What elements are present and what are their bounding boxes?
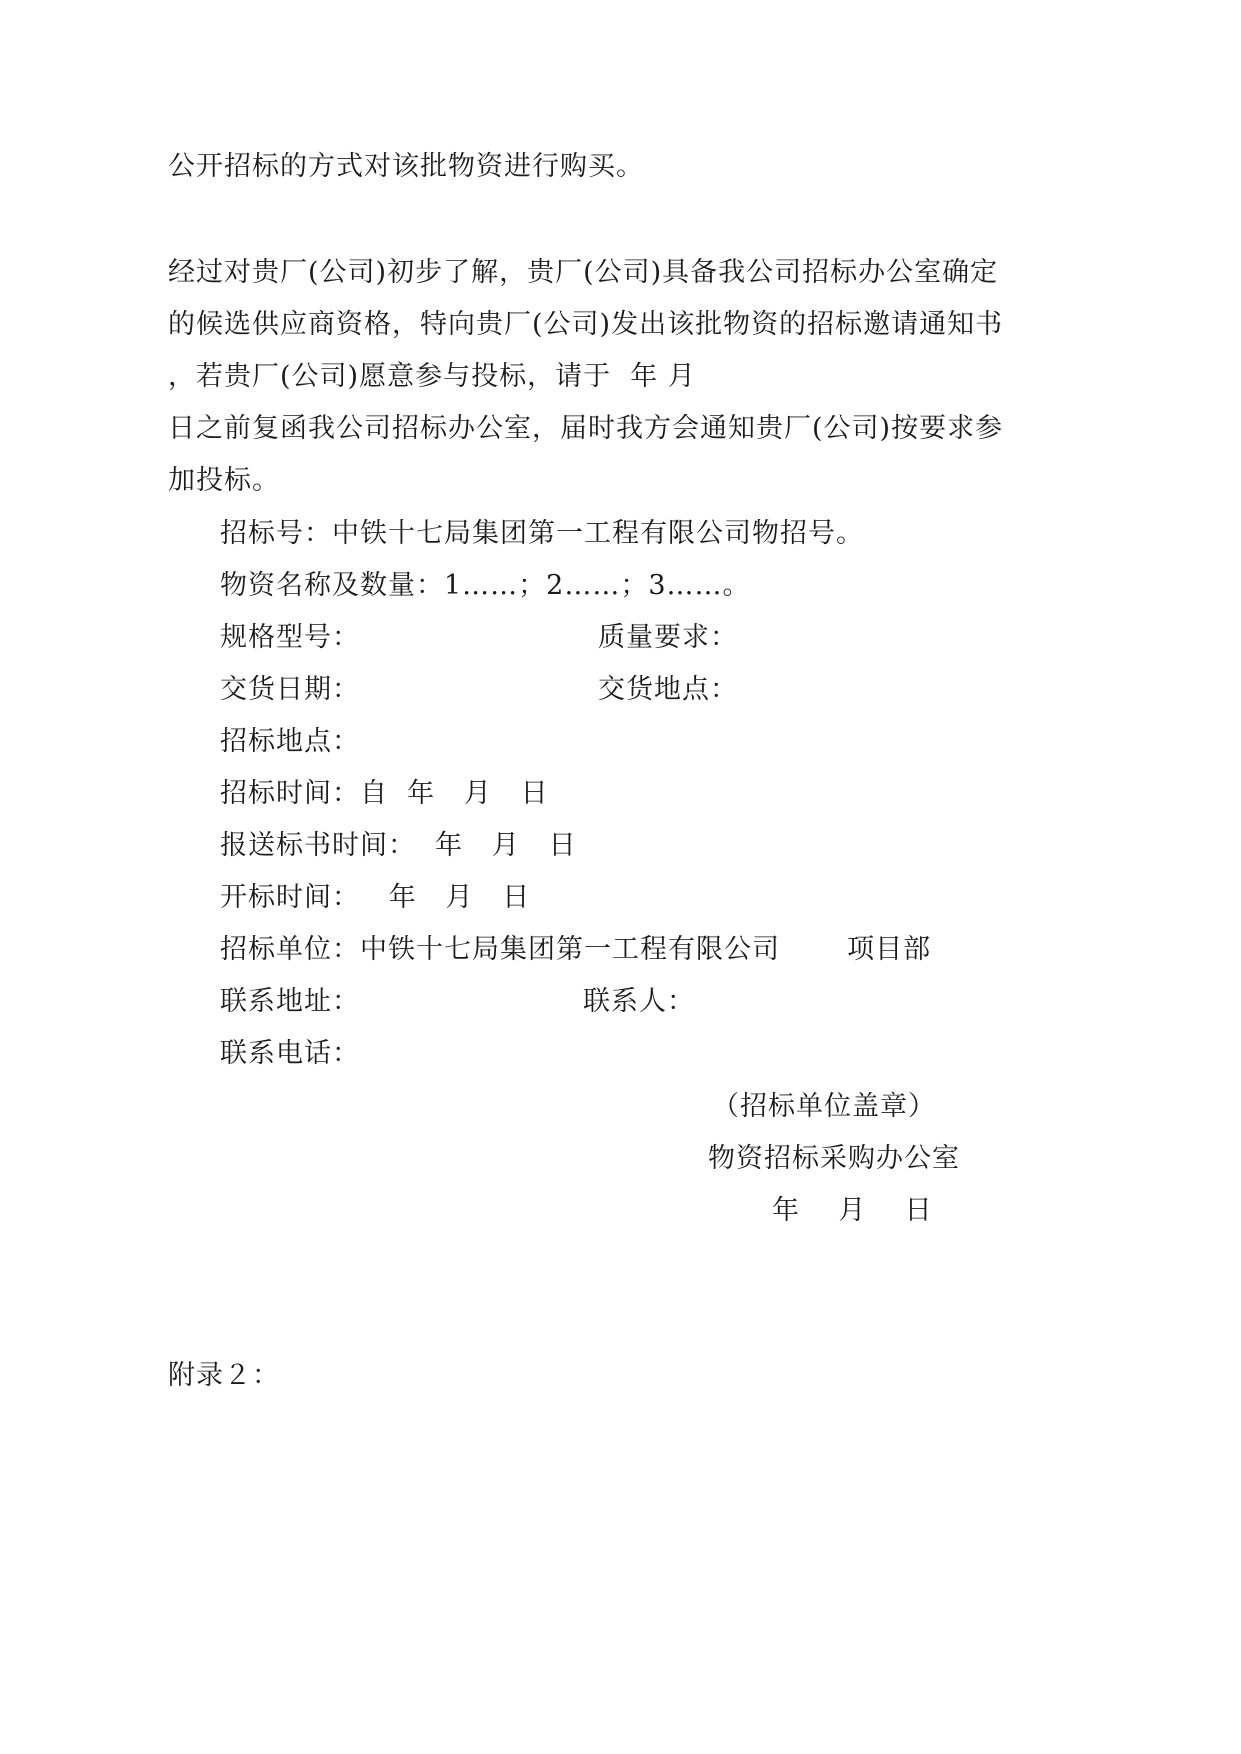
paragraph-2-line-3: ，若贵厂(公司)愿意参与投标，请于 年 月 <box>168 361 696 392</box>
contact-address-label: 联系地址： <box>220 986 360 1017</box>
tender-number: 招标号：中铁十七局集团第一工程有限公司物招号。 <box>220 518 864 549</box>
goods-name-quantity: 物资名称及数量：1……；2……；3……。 <box>220 570 751 601</box>
quality-requirement-label: 质量要求： <box>598 622 738 653</box>
appendix-heading: 附录２： <box>168 1360 280 1391</box>
tender-time: 招标时间：自 年 月 日 <box>220 778 549 809</box>
signing-office: 物资招标采购办公室 <box>708 1143 960 1174</box>
paragraph-2-line-2: 的候选供应商资格，特向贵厂(公司)发出该批物资的招标邀请通知书 <box>168 309 1004 340</box>
delivery-date-label: 交货日期： <box>220 674 360 705</box>
spec-model-label: 规格型号： <box>220 622 360 653</box>
contact-phone-label: 联系电话： <box>220 1038 360 1069</box>
paragraph-2-line-4: 日之前复函我公司招标办公室，届时我方会通知贵厂(公司)按要求参 <box>168 413 1004 444</box>
delivery-place-label: 交货地点： <box>598 674 738 705</box>
tender-place-label: 招标地点： <box>220 726 360 757</box>
paragraph-2-line-1: 经过对贵厂(公司)初步了解，贵厂(公司)具备我公司招标办公室确定 <box>168 257 999 288</box>
paragraph-1-line-1: 公开招标的方式对该批物资进行购买。 <box>168 151 644 182</box>
signing-date: 年 月 日 <box>772 1195 933 1226</box>
tender-unit: 招标单位：中铁十七局集团第一工程有限公司 项目部 <box>220 934 932 965</box>
bid-submission-time: 报送标书时间： 年 月 日 <box>220 830 577 861</box>
paragraph-2-line-5: 加投标。 <box>168 465 280 496</box>
seal-note: （招标单位盖章） <box>712 1091 936 1122</box>
bid-opening-time: 开标时间： 年 月 日 <box>220 882 531 913</box>
contact-person-label: 联系人： <box>583 986 695 1017</box>
